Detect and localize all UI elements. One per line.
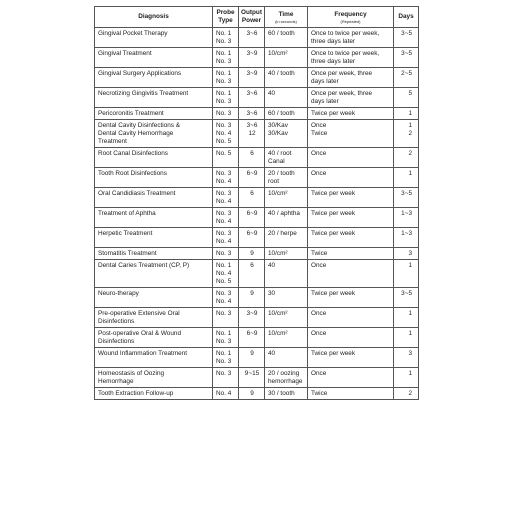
output-power-cell-line: 6 xyxy=(250,262,254,269)
header-output-power: Output Power xyxy=(239,7,265,28)
probe-type-cell-line: No. 3 xyxy=(216,370,232,377)
table-row xyxy=(95,168,419,188)
output-power-cell-line: 6~9 xyxy=(246,210,258,217)
probe-type-cell xyxy=(213,120,239,148)
diagnosis-cell xyxy=(95,248,213,260)
probe-type-cell xyxy=(213,208,239,228)
output-power-cell-line: 6 xyxy=(250,190,254,197)
table-row xyxy=(95,108,419,120)
time-cell xyxy=(265,228,308,248)
table-row xyxy=(95,28,419,48)
diagnosis-cell xyxy=(95,120,213,148)
probe-type-cell xyxy=(213,148,239,168)
output-power-cell xyxy=(239,348,265,368)
time-cell xyxy=(265,260,308,288)
probe-type-cell xyxy=(213,108,239,120)
diagnosis-cell xyxy=(95,48,213,68)
frequency-cell xyxy=(308,148,394,168)
time-cell-line: 40 / aphtha xyxy=(268,210,300,217)
frequency-cell xyxy=(308,228,394,248)
frequency-cell xyxy=(308,88,394,108)
probe-type-cell-line: No. 4 xyxy=(216,130,232,137)
probe-type-cell-line: No. 3 xyxy=(216,170,232,177)
output-power-cell xyxy=(239,108,265,120)
probe-type-cell-line: No. 3 xyxy=(216,78,232,85)
probe-type-cell xyxy=(213,388,239,400)
frequency-cell-line: Twice per week xyxy=(311,110,356,117)
probe-type-cell-line: No. 3 xyxy=(216,58,232,65)
table-row xyxy=(95,68,419,88)
output-power-cell xyxy=(239,228,265,248)
time-cell xyxy=(265,388,308,400)
time-cell-line: 40 / root xyxy=(268,150,292,157)
time-cell xyxy=(265,288,308,308)
probe-type-cell-line: No. 3 xyxy=(216,338,232,345)
probe-type-cell xyxy=(213,68,239,88)
output-power-cell-line: 3~6 xyxy=(246,110,258,117)
frequency-cell xyxy=(308,108,394,120)
output-power-cell xyxy=(239,328,265,348)
diagnosis-cell-line: Gingival Pocket Therapy xyxy=(98,30,168,37)
output-power-cell-line: 6~9 xyxy=(246,170,258,177)
output-power-cell-line: 3~6 xyxy=(246,30,258,37)
probe-type-cell xyxy=(213,288,239,308)
probe-type-cell-line: No. 4 xyxy=(216,198,232,205)
time-cell xyxy=(265,328,308,348)
output-power-cell-line: 9 xyxy=(250,390,254,397)
output-power-cell-line: 3~6 xyxy=(246,90,258,97)
diagnosis-cell-line: Post-operative Oral & Wound xyxy=(98,330,182,337)
diagnosis-cell xyxy=(95,208,213,228)
diagnosis-cell-line: Pre-operative Extensive Oral xyxy=(98,310,180,317)
frequency-cell xyxy=(308,248,394,260)
frequency-cell xyxy=(308,188,394,208)
frequency-cell xyxy=(308,260,394,288)
header-probe-type: Probe Type xyxy=(213,7,239,28)
probe-type-cell xyxy=(213,328,239,348)
output-power-cell-line: 9 xyxy=(250,350,254,357)
time-cell-line: 40 xyxy=(268,350,276,357)
time-cell-line: 60 / tooth xyxy=(268,110,295,117)
probe-type-cell-line: No. 3 xyxy=(216,110,232,117)
probe-type-cell-line: No. 5 xyxy=(216,278,232,285)
frequency-cell-line: Twice per week xyxy=(311,190,356,197)
probe-type-cell-line: No. 1 xyxy=(216,330,232,337)
probe-type-cell xyxy=(213,48,239,68)
time-cell-line: 10/cm² xyxy=(268,50,288,57)
probe-type-cell-line: No. 3 xyxy=(216,122,232,129)
diagnosis-cell xyxy=(95,228,213,248)
days-cell: 1~3 xyxy=(394,228,419,248)
probe-type-cell-line: No. 4 xyxy=(216,298,232,305)
diagnosis-cell xyxy=(95,168,213,188)
header-diagnosis: Diagnosis xyxy=(95,7,213,28)
diagnosis-cell-line: Stomatitis Treatment xyxy=(98,250,157,257)
frequency-cell xyxy=(308,68,394,88)
probe-type-cell-line: No. 5 xyxy=(216,138,232,145)
days-cell: 1 xyxy=(394,260,419,288)
days-cell: 3 xyxy=(394,348,419,368)
output-power-cell xyxy=(239,248,265,260)
probe-type-cell xyxy=(213,248,239,260)
table-row xyxy=(95,348,419,368)
output-power-cell xyxy=(239,48,265,68)
time-cell xyxy=(265,168,308,188)
probe-type-cell-line: No. 1 xyxy=(216,90,232,97)
diagnosis-cell-line: Root Canal Disinfections xyxy=(98,150,168,157)
output-power-cell xyxy=(239,388,265,400)
table-row xyxy=(95,328,419,348)
output-power-cell xyxy=(239,260,265,288)
probe-type-cell-line: No. 4 xyxy=(216,390,232,397)
frequency-cell xyxy=(308,388,394,400)
probe-type-cell-line: No. 1 xyxy=(216,70,232,77)
frequency-cell-line: days later xyxy=(311,98,339,105)
frequency-cell-line: days later xyxy=(311,78,339,85)
days-cell: 5 xyxy=(394,88,419,108)
probe-type-cell-line: No. 3 xyxy=(216,98,232,105)
probe-type-cell xyxy=(213,308,239,328)
frequency-cell-line: Once xyxy=(311,370,327,377)
probe-type-cell-line: No. 4 xyxy=(216,270,232,277)
output-power-cell-line: 9~15 xyxy=(244,370,260,377)
days-cell: 3~5 xyxy=(394,188,419,208)
diagnosis-cell xyxy=(95,108,213,120)
time-cell xyxy=(265,348,308,368)
probe-type-cell xyxy=(213,188,239,208)
time-cell-line: 10/cm² xyxy=(268,250,288,257)
frequency-cell-line: Once xyxy=(311,122,327,129)
time-cell-line: 20 / oozing xyxy=(268,370,300,377)
days-cell: 1~3 xyxy=(394,208,419,228)
time-cell xyxy=(265,68,308,88)
header-frequency: Frequency (Repeated) xyxy=(308,7,394,28)
probe-type-cell-line: No. 1 xyxy=(216,350,232,357)
frequency-cell xyxy=(308,368,394,388)
time-cell xyxy=(265,308,308,328)
probe-type-cell xyxy=(213,88,239,108)
table-row xyxy=(95,188,419,208)
output-power-cell xyxy=(239,68,265,88)
time-cell xyxy=(265,148,308,168)
probe-type-cell xyxy=(213,368,239,388)
diagnosis-cell-line: Dental Cavity Disinfections & xyxy=(98,122,181,129)
days-cell: 3 xyxy=(394,248,419,260)
output-power-cell-line: 3~9 xyxy=(246,50,258,57)
time-cell-line: 10/cm² xyxy=(268,330,288,337)
time-cell-line: 60 / tooth xyxy=(268,30,295,37)
frequency-cell-line: three days later xyxy=(311,38,356,45)
time-cell-line: 30 / tooth xyxy=(268,390,295,397)
diagnosis-cell xyxy=(95,328,213,348)
time-cell-line: 20 / tooth xyxy=(268,170,295,177)
days-cell: 2 xyxy=(394,148,419,168)
output-power-cell xyxy=(239,368,265,388)
diagnosis-cell-line: Pericoronitis Treatment xyxy=(98,110,164,117)
diagnosis-cell xyxy=(95,148,213,168)
time-cell xyxy=(265,368,308,388)
output-power-cell-line: 9 xyxy=(250,250,254,257)
diagnosis-cell-line: Gingival Treatment xyxy=(98,50,152,57)
output-power-cell-line: 3~6 xyxy=(246,122,258,129)
days-cell: 3~5 xyxy=(394,28,419,48)
probe-type-cell-line: No. 4 xyxy=(216,178,232,185)
table-row xyxy=(95,228,419,248)
time-cell-line: root xyxy=(268,178,280,185)
time-cell xyxy=(265,28,308,48)
output-power-cell xyxy=(239,28,265,48)
frequency-cell xyxy=(308,308,394,328)
frequency-cell-line: Once xyxy=(311,150,327,157)
probe-type-cell-line: No. 5 xyxy=(216,150,232,157)
header-time: Time (in seconds) xyxy=(265,7,308,28)
table-body xyxy=(95,28,419,400)
output-power-cell-line: 12 xyxy=(248,130,256,137)
diagnosis-cell-line: Tooth Root Disinfections xyxy=(98,170,167,177)
time-cell-line: 20 / herpe xyxy=(268,230,297,237)
diagnosis-cell-line: Gingival Surgery Applications xyxy=(98,70,182,77)
probe-type-cell-line: No. 4 xyxy=(216,218,232,225)
diagnosis-cell-line: Oral Candidiasis Treatment xyxy=(98,190,176,197)
diagnosis-cell-line: Treatment xyxy=(98,138,127,145)
time-cell-line: Canal xyxy=(268,158,285,165)
diagnosis-cell-line: Tooth Extraction Follow-up xyxy=(98,390,174,397)
probe-type-cell-line: No. 3 xyxy=(216,358,232,365)
frequency-cell-line: Once to twice per week, xyxy=(311,50,380,57)
probe-type-cell xyxy=(213,168,239,188)
time-cell xyxy=(265,188,308,208)
table-row xyxy=(95,48,419,68)
output-power-cell xyxy=(239,168,265,188)
frequency-cell-line: Once xyxy=(311,310,327,317)
frequency-cell xyxy=(308,208,394,228)
time-cell-line: 40 xyxy=(268,262,276,269)
diagnosis-cell-line: Disinfections xyxy=(98,338,135,345)
frequency-cell xyxy=(308,168,394,188)
days-cell: 1 xyxy=(394,168,419,188)
output-power-cell-line: 6 xyxy=(250,150,254,157)
days-cell: 1 xyxy=(394,328,419,348)
time-cell-line: 40 xyxy=(268,90,276,97)
diagnosis-cell-line: Necrotizing Gingivitis Treatment xyxy=(98,90,189,97)
frequency-cell-line: three days later xyxy=(311,58,356,65)
diagnosis-cell-line: Hemorrhage xyxy=(98,378,134,385)
frequency-cell-line: Twice xyxy=(311,390,328,397)
diagnosis-cell-line: Wound Inflammation Treatment xyxy=(98,350,188,357)
probe-type-cell-line: No. 4 xyxy=(216,238,232,245)
time-cell-line: hemorrhage xyxy=(268,378,303,385)
days-cell: 1 xyxy=(394,368,419,388)
frequency-cell-line: Once per week, three xyxy=(311,70,373,77)
frequency-cell-line: Once xyxy=(311,262,327,269)
table-row xyxy=(95,208,419,228)
table-row xyxy=(95,148,419,168)
probe-type-cell-line: No. 3 xyxy=(216,230,232,237)
diagnosis-cell xyxy=(95,348,213,368)
output-power-cell xyxy=(239,120,265,148)
frequency-cell xyxy=(308,28,394,48)
diagnosis-cell-line: Dental Caries Treatment (CP, P) xyxy=(98,262,190,269)
days-cell: 3~5 xyxy=(394,288,419,308)
output-power-cell xyxy=(239,308,265,328)
frequency-cell-line: Twice per week xyxy=(311,290,356,297)
time-cell xyxy=(265,48,308,68)
frequency-cell xyxy=(308,348,394,368)
frequency-cell-line: Twice xyxy=(311,130,328,137)
output-power-cell-line: 9 xyxy=(250,290,254,297)
table-row xyxy=(95,388,419,400)
days-cell: 1 xyxy=(394,108,419,120)
diagnosis-cell-line: Herpetic Treatment xyxy=(98,230,153,237)
diagnosis-cell xyxy=(95,68,213,88)
probe-type-cell xyxy=(213,28,239,48)
probe-type-cell-line: No. 3 xyxy=(216,190,232,197)
table-row xyxy=(95,288,419,308)
diagnosis-cell xyxy=(95,88,213,108)
diagnosis-cell xyxy=(95,288,213,308)
frequency-cell-line: Twice per week xyxy=(311,230,356,237)
diagnosis-cell-line: Treatment of Aphtha xyxy=(98,210,156,217)
frequency-cell xyxy=(308,328,394,348)
diagnosis-cell xyxy=(95,388,213,400)
frequency-cell-line: Twice per week xyxy=(311,350,356,357)
diagnosis-cell-line: Neuro-therapy xyxy=(98,290,139,297)
table-row xyxy=(95,368,419,388)
time-cell-line: 10/cm² xyxy=(268,310,288,317)
header-row xyxy=(95,7,419,28)
probe-type-cell-line: No. 3 xyxy=(216,310,232,317)
diagnosis-cell-line: Disinfections xyxy=(98,318,135,325)
time-cell-line: 10/cm² xyxy=(268,190,288,197)
time-cell-line: 30/Kav xyxy=(268,130,288,137)
frequency-cell-line: Once xyxy=(311,170,327,177)
output-power-cell-line: 6~9 xyxy=(246,230,258,237)
probe-type-cell-line: No. 1 xyxy=(216,30,232,37)
time-cell xyxy=(265,88,308,108)
days-cell: 2~5 xyxy=(394,68,419,88)
frequency-cell-line: Twice per week xyxy=(311,210,356,217)
header-days: Days xyxy=(394,7,419,28)
probe-type-cell-line: No. 3 xyxy=(216,210,232,217)
output-power-cell xyxy=(239,188,265,208)
frequency-cell-line: Once to twice per week, xyxy=(311,30,380,37)
time-cell xyxy=(265,108,308,120)
probe-type-cell-line: No. 3 xyxy=(216,250,232,257)
output-power-cell-line: 3~9 xyxy=(246,70,258,77)
diagnosis-cell xyxy=(95,28,213,48)
frequency-cell-line: Once xyxy=(311,330,327,337)
table-row xyxy=(95,260,419,288)
probe-type-cell xyxy=(213,348,239,368)
days-cell: 2 xyxy=(394,388,419,400)
treatment-table xyxy=(94,6,419,400)
time-cell xyxy=(265,120,308,148)
output-power-cell xyxy=(239,288,265,308)
output-power-cell-line: 3~9 xyxy=(246,310,258,317)
diagnosis-cell xyxy=(95,368,213,388)
diagnosis-cell xyxy=(95,308,213,328)
table-row xyxy=(95,120,419,148)
time-cell-line: 30/Kav xyxy=(268,122,288,129)
probe-type-cell-line: No. 1 xyxy=(216,262,232,269)
table-row xyxy=(95,248,419,260)
probe-type-cell-line: No. 3 xyxy=(216,38,232,45)
diagnosis-cell-line: Dental Cavity Hemorrhage xyxy=(98,130,174,137)
frequency-cell xyxy=(308,288,394,308)
probe-type-cell-line: No. 1 xyxy=(216,50,232,57)
probe-type-cell-line: No. 3 xyxy=(216,290,232,297)
days-cell: 3~5 xyxy=(394,48,419,68)
table-row xyxy=(95,88,419,108)
frequency-cell-line: Once per week, three xyxy=(311,90,373,97)
frequency-cell xyxy=(308,48,394,68)
output-power-cell xyxy=(239,208,265,228)
days-cell: 1 2 xyxy=(394,120,419,148)
time-cell-line: 30 xyxy=(268,290,276,297)
frequency-cell-line: Twice xyxy=(311,250,328,257)
output-power-cell xyxy=(239,88,265,108)
probe-type-cell xyxy=(213,228,239,248)
frequency-cell xyxy=(308,120,394,148)
days-cell: 1 xyxy=(394,308,419,328)
time-cell-line: 40 / tooth xyxy=(268,70,295,77)
diagnosis-cell xyxy=(95,260,213,288)
output-power-cell xyxy=(239,148,265,168)
table-row xyxy=(95,308,419,328)
diagnosis-cell xyxy=(95,188,213,208)
time-cell xyxy=(265,208,308,228)
output-power-cell-line: 6~9 xyxy=(246,330,258,337)
diagnosis-cell-line: Homeostasis of Oozing xyxy=(98,370,165,377)
time-cell xyxy=(265,248,308,260)
probe-type-cell xyxy=(213,260,239,288)
